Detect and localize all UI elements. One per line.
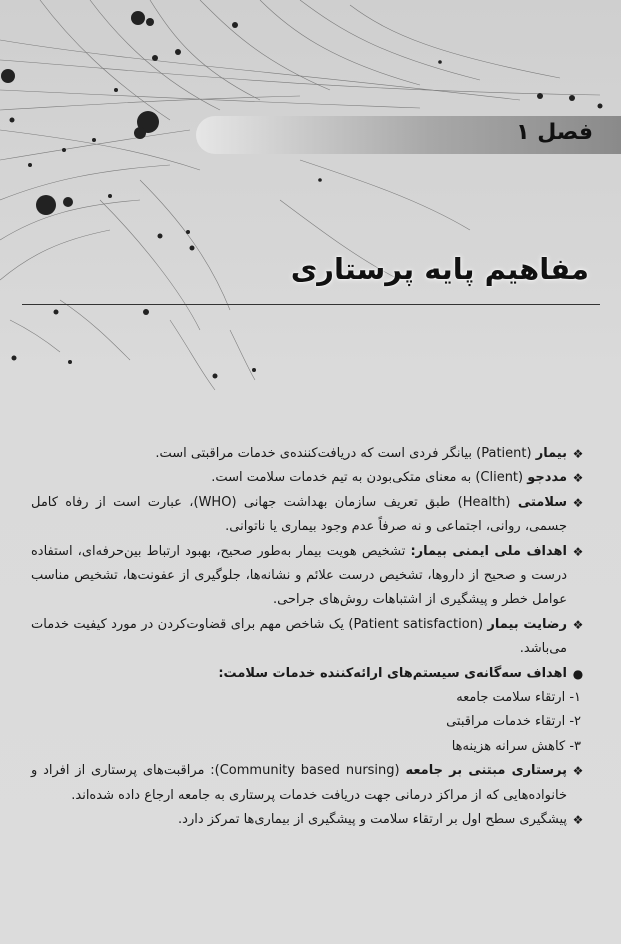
term: اهداف سه‌گانه‌ی سیستم‌های ارائه‌کننده خدمات سلامت: xyxy=(218,665,567,681)
bullet-icon: ● xyxy=(572,666,584,681)
bullet-icon: ❖ xyxy=(572,617,584,632)
list-item xyxy=(31,491,587,540)
definition: تشخیص هویت بیمار به‌طور صحیح، بهبود ارتباط بین‌حرفه‌ای، استفاده درست و صحیح از داروها، تشخیص درست علائم و نشانه‌ها، جلوگیری از عفونت‌ها، تشخیص مناسب عوامل خطر و پیشگیری از اشتباهات روش‌های جراحی. xyxy=(31,543,567,608)
definition: (Client) به معنای متکی‌بودن به تیم خدمات سلامت است. xyxy=(211,470,528,486)
definition: (Patient) بیانگر فردی است که دریافت‌کننده‌ی خدمات مراقبتی است. xyxy=(155,446,536,461)
list-item xyxy=(31,662,587,686)
term: رضایت بیمار xyxy=(487,616,567,632)
bullet-icon: ❖ xyxy=(572,764,584,779)
bullet-icon: ❖ xyxy=(572,471,584,486)
chapter-title: مفاهیم پایه پرستاری xyxy=(290,252,589,286)
term: مددجو xyxy=(527,470,567,486)
list-item xyxy=(31,442,587,466)
ink-splatter-decoration xyxy=(0,0,621,420)
chapter-banner xyxy=(196,116,621,154)
sub-list-item xyxy=(31,686,587,710)
definition: (Patient satisfaction) یک شاخص مهم برای قضاوت‌کردن در مورد کیفیت خدمات می‌باشد. xyxy=(31,616,567,657)
list-item xyxy=(31,540,587,613)
term: پرستاری مبتنی بر جامعه xyxy=(405,763,567,779)
bullet-icon: ❖ xyxy=(572,495,584,510)
term: بیمار xyxy=(535,446,567,461)
bullet-icon: ❖ xyxy=(572,544,584,559)
sub-item-text: ۱- ارتقاء سلامت جامعه xyxy=(456,690,581,706)
bullet-icon: ❖ xyxy=(572,447,584,461)
sub-item-text: ۲- ارتقاء خدمات مراقبتی xyxy=(446,714,581,730)
term: اهداف ملی ایمنی بیمار: xyxy=(410,543,567,559)
list-item xyxy=(31,466,587,490)
content-list xyxy=(31,442,587,833)
sub-list-item xyxy=(31,735,587,759)
bullet-icon: ❖ xyxy=(572,813,584,828)
list-item xyxy=(31,613,587,662)
list-item xyxy=(31,759,587,808)
definition: پیشگیری سطح اول بر ارتقاء سلامت و پیشگیری از بیماری‌ها تمرکز دارد. xyxy=(178,812,567,828)
title-divider xyxy=(22,304,600,305)
sub-list-item xyxy=(31,710,587,734)
chapter-label: فصل ۱ xyxy=(516,120,593,145)
sub-item-text: ۳- کاهش سرانه هزینه‌ها xyxy=(451,738,581,754)
definition: (Health) طبق تعریف سازمان بهداشت جهانی (WHO)، عبارت است از رفاه کامل جسمی، روانی، اجتماعی و نه صرفاً عدم وجود بیماری یا ناتوانی. xyxy=(31,494,567,535)
definition: (Community based nursing): مراقبت‌های پرستاری از افراد و خانواده‌هایی که از مراکز درمانی جهت دریافت خدمات پرستاری به جامعه ارجاع داده شده‌اند. xyxy=(31,763,567,803)
term: سلامتی xyxy=(517,494,567,510)
list-item xyxy=(31,808,587,832)
